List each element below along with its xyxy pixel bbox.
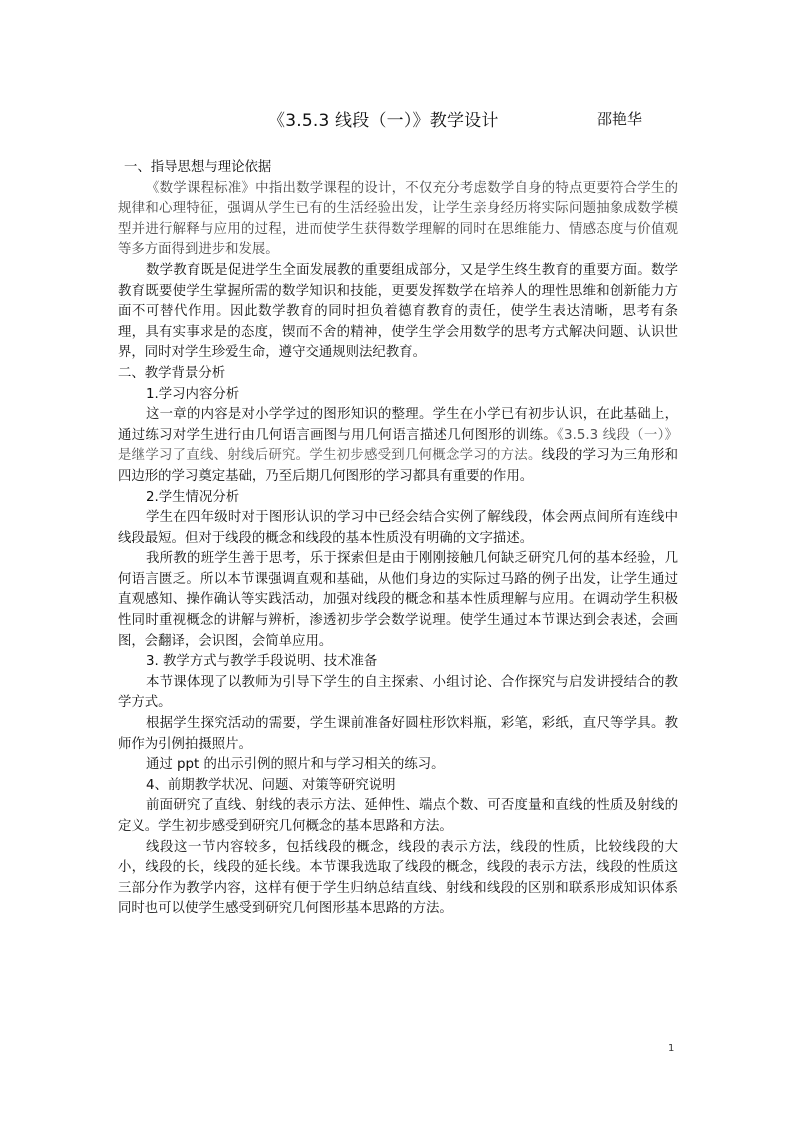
page-number: 1 xyxy=(668,1043,675,1054)
paragraph-s2-4-p2: 线段这一节内容较多，包括线段的概念，线段的表示方法，线段的性质，比较线段的大小，线段的长，线段的延长线。本节课我选取了线段的概念，线段的表示方法，线段的性质这三部分作为教学内容，这样有便于学生归纳总结直线、射线和线段的区别和联系形成知识体系同时也可以使学生感受到研究几何图形基本思路的方法。 xyxy=(118,839,678,917)
paragraph-s2-3-p1: 本节课体现了以教师为引导下学生的自主探索、小组讨论、合作探究与启发讲授结合的教学方式。 xyxy=(118,674,678,711)
title-row xyxy=(0,106,794,132)
paragraph-s1-p1: 《数学课程标准》中指出数学课程的设计，不仅充分考虑数学自身的特点更要符合学生的规律和心理特征，强调从学生已有的生活经验出发，让学生亲身经历将实际问题抽象成数学模型并进行解释与应用的过程，进而使学生获得数学理解的同时在思维能力、情感态度与价值观等多方面得到进步和发展。 xyxy=(118,180,678,258)
paragraph-s2-1-p1-part-a: 这一章的内容是对小学学过的图形知识的整理。学生在小学已有初步认识，在此基础上，通过练习对学生进行由几何语言画图与用几何语言描述几何图形的训练。 xyxy=(118,407,678,443)
paragraph-s2-1-p1 xyxy=(118,405,678,487)
document-title: 《3.5.3 线段（一）》教学设计 xyxy=(268,111,499,131)
subsection-heading-2-1: 1.学习内容分析 xyxy=(146,386,240,402)
section-heading-2: 二、教学背景分析 xyxy=(118,365,226,381)
section-heading-1: 一、指导思想与理论依据 xyxy=(124,160,272,175)
document-body xyxy=(118,158,678,920)
paragraph-s1-p2: 数学教育既是促进学生全面发展教的重要组成部分，又是学生终生教育的重要方面。数学教育既要使学生掌握所需的数学知识和技能，更要发挥数学在培养人的理性思维和创新能力方面不可替代作用。因此数学教育的同时担负着德育教育的责任，使学生表达清晰，思考有条理，具有实事求是的态度，锲而不舍的精神，使学生学会用数学的思考方式解决问题、认识世界，同时对学生珍爱生命，遵守交通规则法纪教育。 xyxy=(118,262,678,361)
paragraph-s2-4-p1: 前面研究了直线、射线的表示方法、延伸性、端点个数、可否度量和直线的性质及射线的定义。学生初步感受到研究几何概念的基本思路和方法。 xyxy=(118,798,678,834)
paragraph-s2-3-p2: 根据学生探究活动的需要，学生课前准备好圆柱形饮料瓶，彩笔，彩纸，直尺等学具。教师作为引例拍摄照片。 xyxy=(118,716,678,752)
paragraph-s2-1-p1-part-c: 线段的学习为三角形和四边形的学习奠定基础，乃至后期几何图形的学习都具有重要的作用。 xyxy=(118,448,679,484)
paragraph-s2-2-p1: 学生在四年级时对于图形认识的学习中已经会结合实例了解线段，体会两点间所有连线中线段最短。但对于线段的概念和线段的基本性质没有明确的文字描述。 xyxy=(118,510,678,546)
author-name: 邵艳华 xyxy=(597,110,643,128)
subsection-heading-2-2: 2.学生情况分析 xyxy=(146,489,240,505)
paragraph-s2-3-p3: 通过 ppt 的出示引例的照片和与学习相关的练习。 xyxy=(146,757,445,773)
paragraph-s2-1-p1-part-b: 《3.5.3 线段（一）》是继学习了直线、射线后研究。学生初步感受到几何概念学习的方法。 xyxy=(118,427,678,464)
subsection-heading-2-3: 3. 教学方式与教学手段说明、技术准备 xyxy=(146,654,378,670)
subsection-heading-2-4: 4、前期教学状况、问题、对策等研究说明 xyxy=(146,777,396,793)
paragraph-s2-2-p2: 我所教的班学生善于思考，乐于探索但是由于刚刚接触几何缺乏研究几何的基本经验，几何语言匮乏。所以本节课强调直观和基础，从他们身边的实际过马路的例子出发，让学生通过直观感知、操作确认等实践活动，加强对线段的概念和基本性质理解与应用。在调动学生积极性同时重视概念的讲解与辨析，渗透初步学会数学说理。使学生通过本节课达到会表述，会画图，会翻译，会识图，会简单应用。 xyxy=(118,551,678,649)
